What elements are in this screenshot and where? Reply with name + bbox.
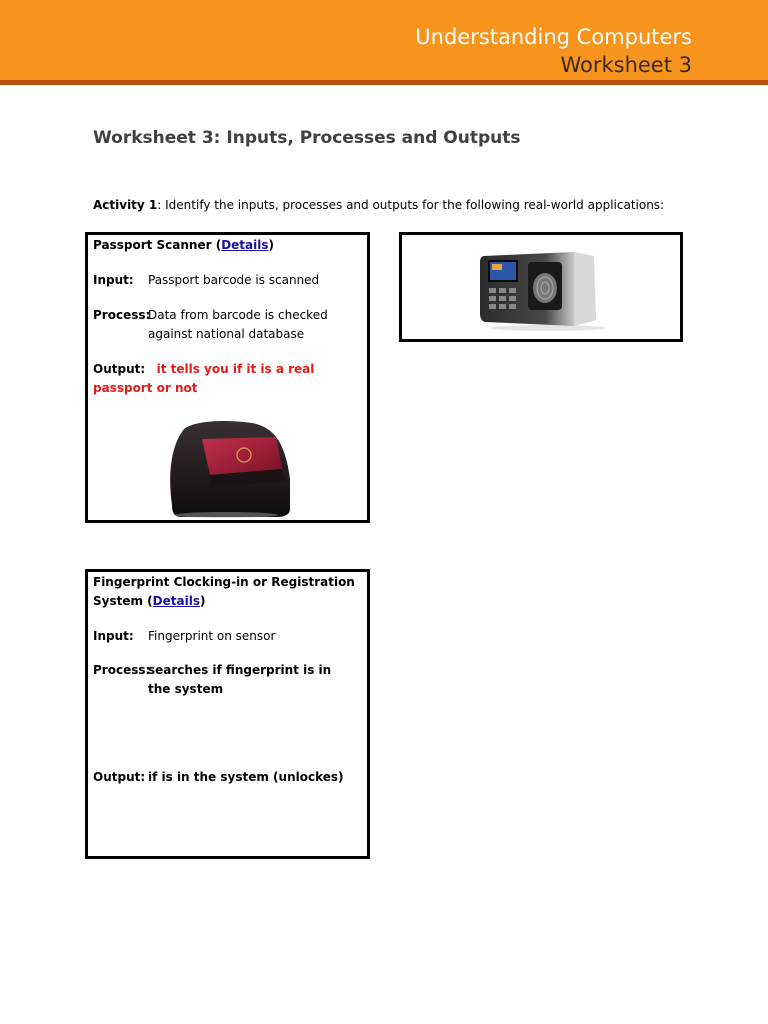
fingerprint-input-row: [93, 627, 363, 646]
activity-label: Activity 1: [93, 198, 158, 212]
fingerprint-system-card: [85, 569, 370, 859]
passport-input-row: [93, 271, 363, 290]
passport-card-title: Passport Scanner (Details): [93, 238, 274, 252]
input-label: Input:: [93, 629, 134, 643]
output-value: if is in the system (unlockes): [148, 770, 344, 784]
fingerprint-details-link[interactable]: Details: [152, 594, 200, 608]
header-stripe: [0, 80, 768, 85]
passport-output-row: [93, 360, 358, 398]
output-label: Output:: [93, 362, 146, 376]
output-value: it tells you if it is a real passport or not: [93, 362, 315, 395]
fingerprint-process-row: [93, 661, 343, 699]
header-subtitle: Worksheet 3: [560, 53, 692, 77]
process-label: Process:: [93, 308, 151, 322]
page-title: Worksheet 3: Inputs, Processes and Outputs: [93, 128, 521, 148]
input-label: Input:: [93, 273, 134, 287]
fingerprint-card-title: Fingerprint Clocking-in or Registration System (Details): [93, 575, 355, 608]
activity-text: : Identify the inputs, processes and outputs for the following real-world applications:: [157, 198, 665, 212]
passport-scanner-image: [164, 417, 294, 519]
header-title: Understanding Computers: [415, 25, 692, 49]
process-value: searches if fingerprint is in the system: [148, 663, 332, 696]
activity-instruction: [93, 198, 664, 212]
output-label: Output:: [93, 770, 146, 784]
passport-scanner-card: [85, 232, 370, 523]
process-value: Data from barcode is checked against national database: [148, 308, 328, 341]
passport-process-row: [93, 306, 363, 344]
input-value: Fingerprint on sensor: [148, 629, 276, 643]
input-value: Passport barcode is scanned: [148, 273, 320, 287]
fingerprint-output-row: [93, 768, 363, 787]
process-label: Process:: [93, 663, 151, 677]
passport-details-link[interactable]: Details: [221, 238, 269, 252]
fingerprint-terminal-image: [478, 248, 608, 332]
fingerprint-device-image-card: [399, 232, 683, 342]
